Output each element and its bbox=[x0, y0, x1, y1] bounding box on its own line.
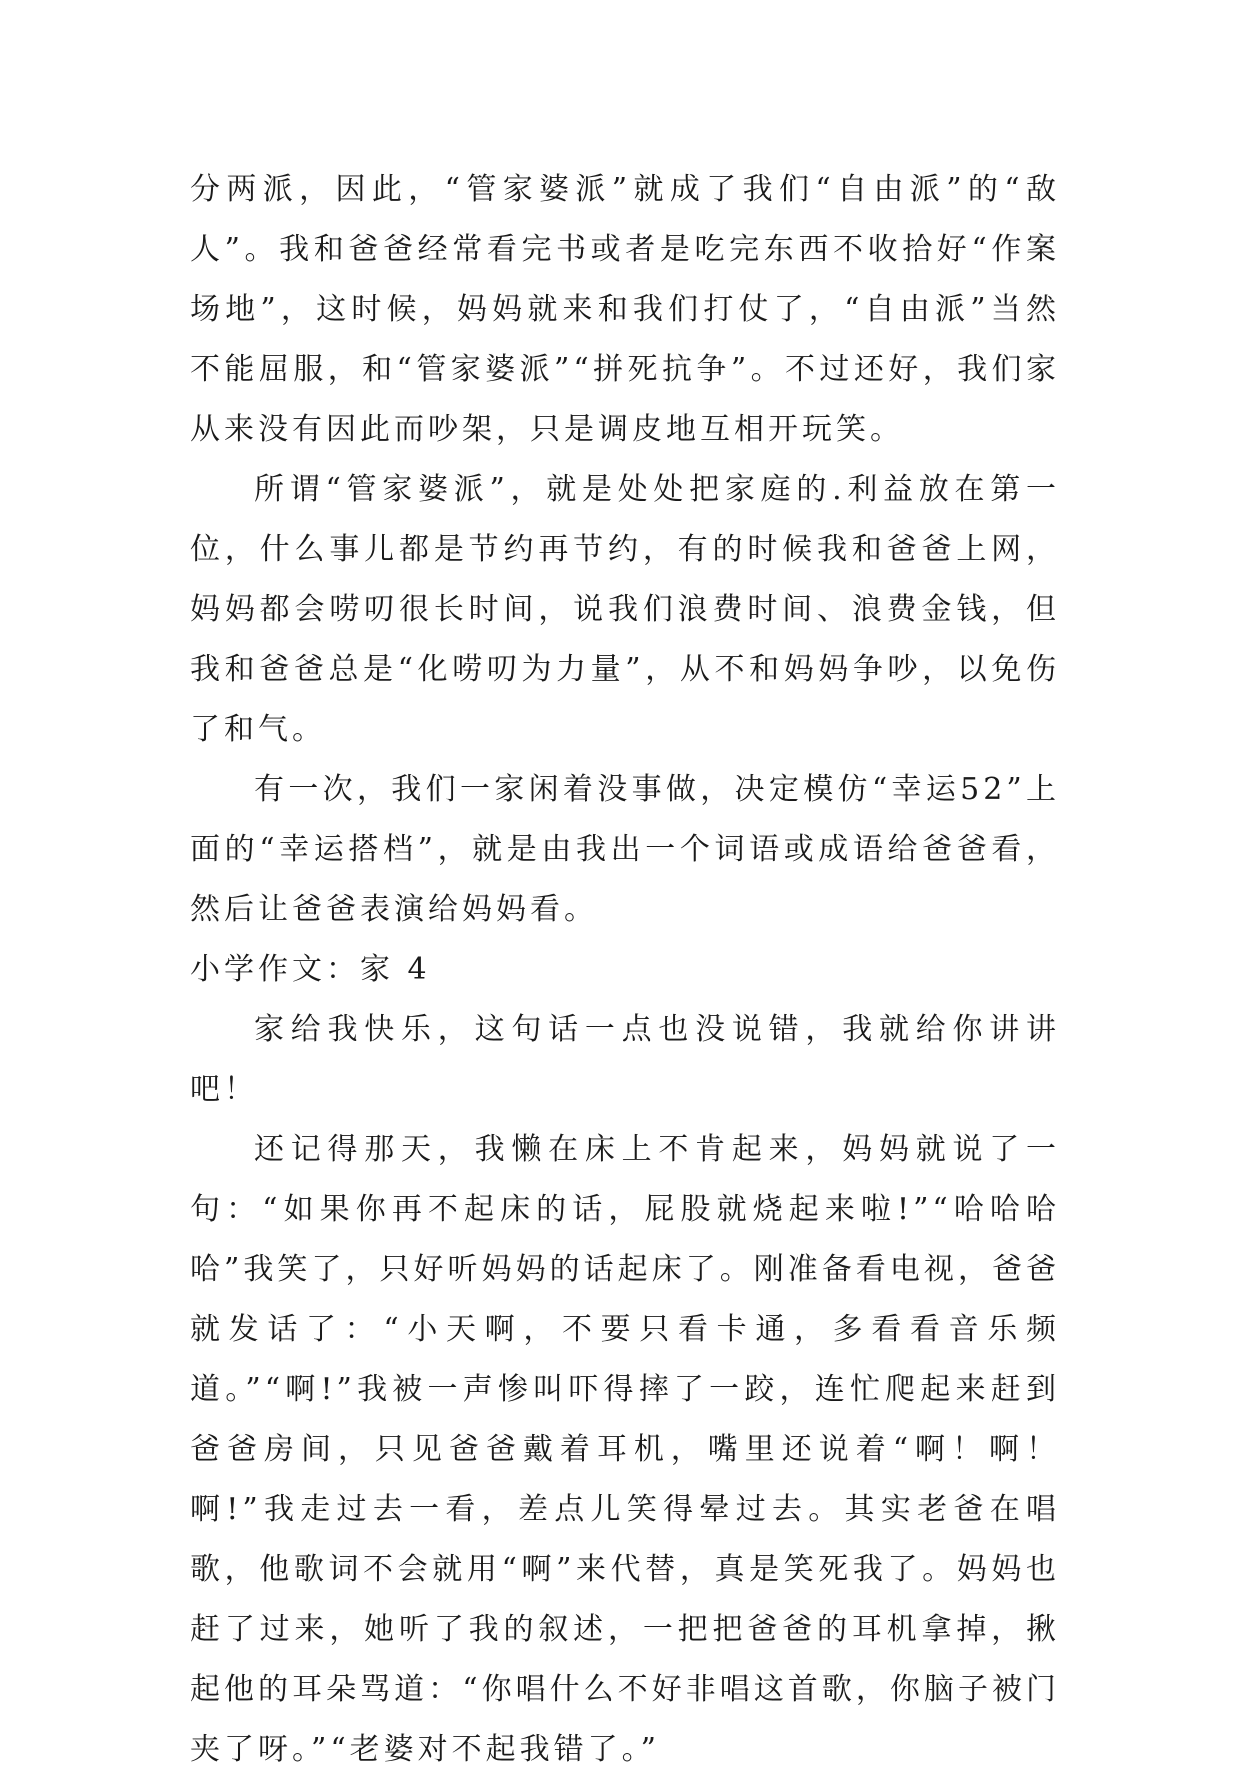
paragraph-1: 分两派，因此，“管家婆派”就成了我们“自由派”的“敌人”。我和爸爸经常看完书或者是吃完东西不收拾好“作案场地”，这时候，妈妈就来和我们打仗了，“自由派”当然不能屈服，和“管家婆派”“拼死抗争”。不过还好，我们家从来没有因此而吵架，只是调皮地互相开玩笑。 bbox=[190, 172, 1060, 447]
paragraph-2: 所谓“管家婆派”，就是处处把家庭的.利益放在第一位，什么事儿都是节约再节约，有的时候我和爸爸上网，妈妈都会唠叨很长时间，说我们浪费时间、浪费金钱，但我和爸爸总是“化唠叨为力量”，从不和妈妈争吵，以免伤了和气。 bbox=[190, 472, 1060, 747]
paragraph-3: 有一次，我们一家闲着没事做，决定模仿“幸运52”上面的“幸运搭档”，就是由我出一个词语或成语给爸爸看，然后让爸爸表演给妈妈看。 bbox=[190, 772, 1060, 927]
paragraph-4: 家给我快乐，这句话一点也没说错，我就给你讲讲吧！ bbox=[190, 1012, 1060, 1107]
document-body bbox=[190, 160, 1060, 1780]
paragraph-5: 还记得那天，我懒在床上不肯起来，妈妈就说了一句：“如果你再不起床的话，屁股就烧起来啦!”“哈哈哈哈”我笑了，只好听妈妈的话起床了。刚准备看电视，爸爸就发话了：“小天啊，不要只看卡通，多看看音乐频道。”“啊!”我被一声惨叫吓得摔了一跤，连忙爬起来赶到爸爸房间，只见爸爸戴着耳机，嘴里还说着“啊！啊！啊!”我走过去一看，差点儿笑得晕过去。其实老爸在唱歌，他歌词不会就用“啊”来代替，真是笑死我了。妈妈也赶了过来，她听了我的叙述，一把把爸爸的耳机拿掉，揪起他的耳朵骂道：“你唱什么不好非唱这首歌，你脑子被门夹了呀。”“老婆对不起我错了。” bbox=[190, 1132, 1060, 1767]
section-heading: 小学作文：家 4 bbox=[190, 952, 431, 987]
